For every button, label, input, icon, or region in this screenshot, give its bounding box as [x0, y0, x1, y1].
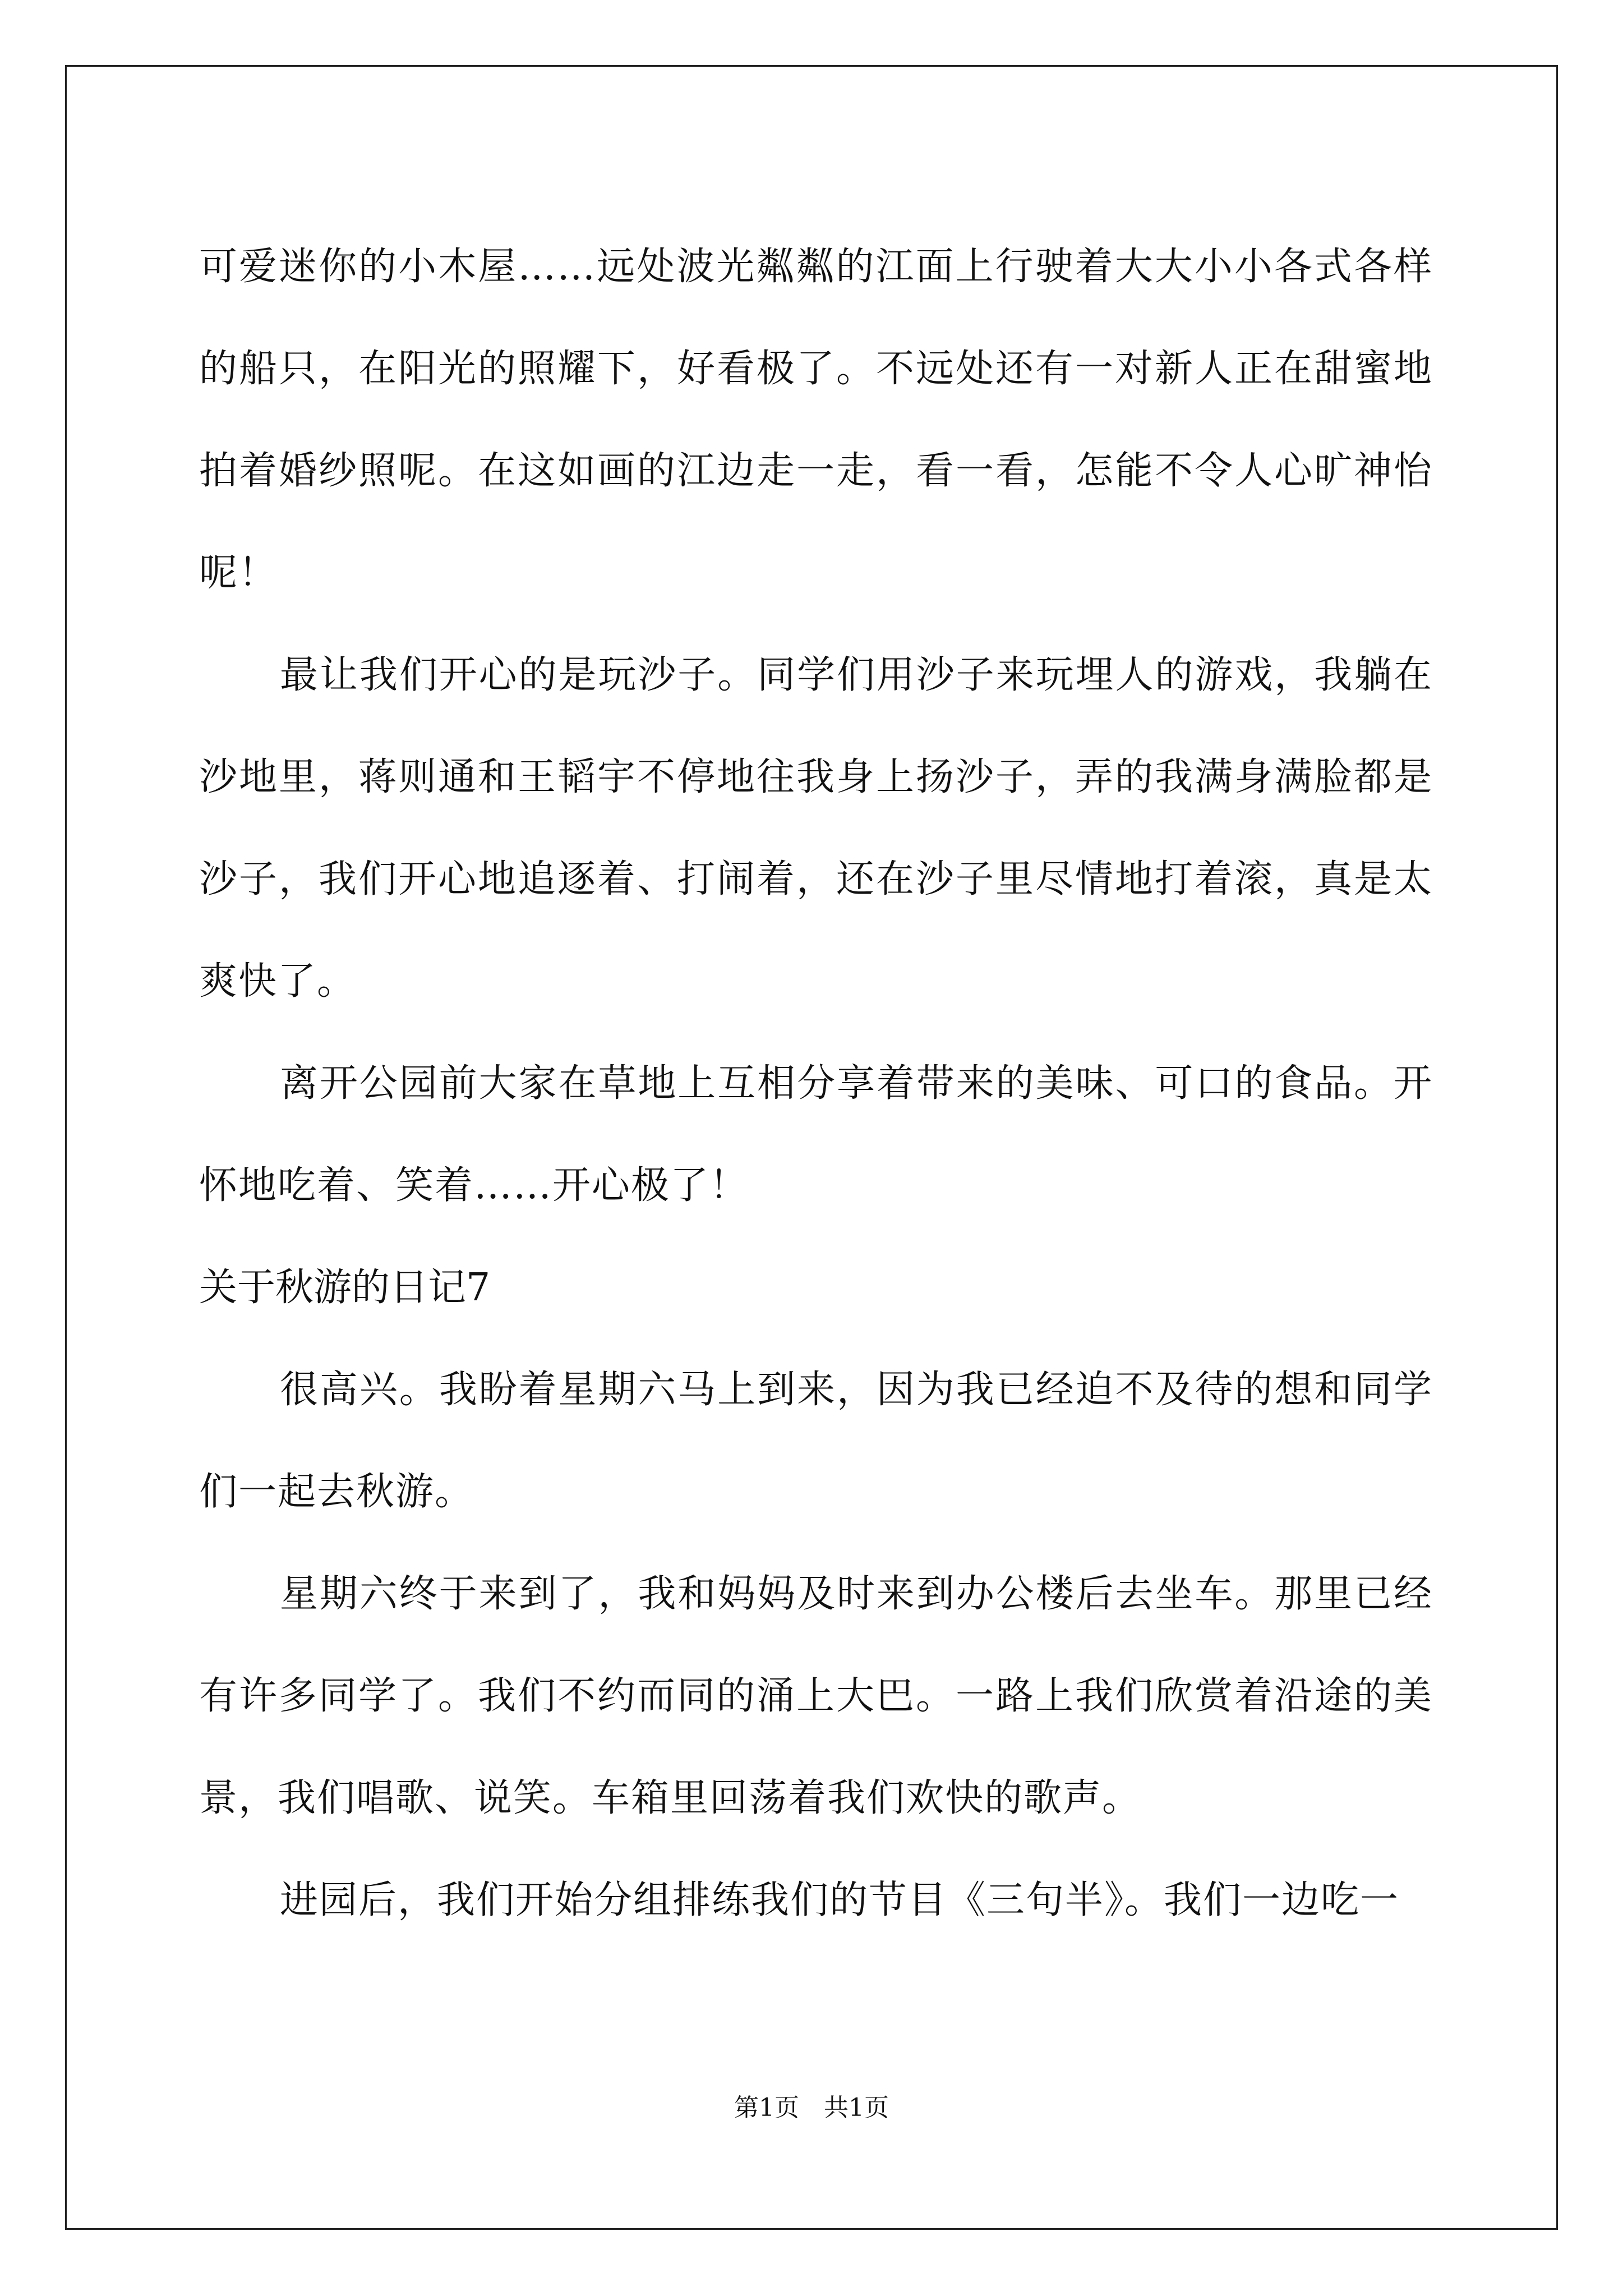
section-heading: 关于秋游的日记7 [199, 1266, 491, 1310]
paragraph-anticipation: 很高兴。我盼着星期六马上到来，因为我已经迫不及待的想和同学们一起去秋游。 [199, 1368, 1433, 1514]
page-number-footer: 第1页 共1页 [734, 2093, 889, 2122]
paragraph-sharing-food: 离开公园前大家在草地上互相分享着带来的美味、可口的食品。开怀地吃着、笑着……开心极了！ [199, 1061, 1433, 1208]
paragraph-playing-sand: 最让我们开心的是玩沙子。同学们用沙子来玩埋人的游戏，我躺在沙地里，蒋则通和王韬宇不停地往我身上扬沙子，弄的我满身满脸都是沙子，我们开心地追逐着、打闹着，还在沙子里尽情地打着滚，真是太爽快了。 [199, 653, 1433, 1004]
paragraph-rehearsal: 进园后，我们开始分组排练我们的节目《三句半》。我们一边吃一 [280, 1878, 1400, 1922]
paragraph-bus-ride: 星期六终于来到了，我和妈妈及时来到办公楼后去坐车。那里已经有许多同学了。我们不约而同的涌上大巴。一路上我们欣赏着沿途的美景，我们唱歌、说笑。车箱里回荡着我们欢快的歌声。 [199, 1572, 1433, 1820]
paragraph-continuation: 可爱迷你的小木屋……远处波光粼粼的江面上行驶着大大小小各式各样的船只，在阳光的照耀下，好看极了。不远处还有一对新人正在甜蜜地拍着婚纱照呢。在这如画的江边走一走，看一看，怎能不令人心旷神怡呢！ [199, 245, 1433, 595]
document-body [199, 216, 1433, 1952]
